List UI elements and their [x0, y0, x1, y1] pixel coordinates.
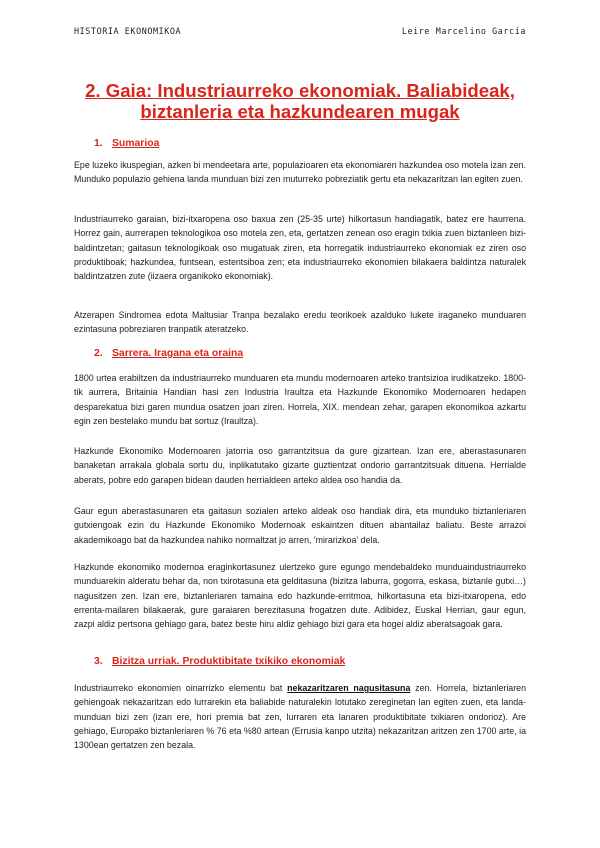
document-title: 2. Gaia: Industriaurreko ekonomiak. Baliabideak, biztanleria eta hazkundearen mugak: [85, 80, 515, 122]
paragraph: [74, 681, 526, 752]
section-heading-2: [94, 348, 243, 359]
section-number: 3.: [94, 656, 103, 667]
paragraph: Hazkunde ekonomiko modernoa eraginkortasunez ulertzeko gure egungo mendebaldeko munduaindustriaurreko munduarekin alderatu behar da, non txirotasuna eta gelditasuna (bizitza laburra, gogorra, eskasa, biztanle gutxi…) nagusitzen zen. Izan ere, biztanleriaren tamaina edo hazkunde-erritmoa, hilkortasuna eta bizi-itxaropena, edo errenta-mailaren bilakaerak, gure garaiaren berezitasuna frogatzen dute. Adibidez, Euskal Herrian, gaur egun, zazpi aldiz pertsona gehiago gara, batez beste hiru aldiz gehiago bizi gara eta hogei aldiz aberatsagoak gara.: [74, 562, 526, 630]
section-number: 2.: [94, 348, 103, 359]
paragraph: Industriaurreko garaian, bizi-itxaropena oso baxua zen (25-35 urte) hilkortasun handiagatik, batez ere haurrena. Horrez gain, aurrerapen teknologikoa oso motela zen, eta, gertatzen zenean oso eragin txikia zuen biztanleen bizi-baldintzetan; gaitasun teknologikoak oso mugatuak ziren, eta horregatik industriaurreko ekonomiak ez ziren oso produktiboak; hazkundea, funtsean, estentsiboa zen; eta industriaurreko ekonomien bilakaera baldintza naturalek baldintzatzen zute (iizaera organikoko ekonomiak).: [74, 214, 526, 282]
header-author: Leire Marcelino García: [401, 26, 526, 36]
header-course: HISTORIA EKONOMIKOA: [74, 26, 182, 36]
emphasized-term: nekazaritzaren nagusitasuna: [287, 683, 411, 693]
section-title: Sarrera. Iragana eta oraina: [112, 348, 244, 359]
section-title: Bizitza urriak. Produktibitate txikiko ekonomiak: [112, 656, 346, 667]
paragraph: Gaur egun aberastasunaren eta gaitasun sozialen arteko aldeak oso handiak dira, eta munduko biztanleriaren gutxiengoak ezin du Hazkunde Ekonomiko Modernoak eskaintzen dituen abantailaz baliatu. Beste arrazoi akademikoago bat da hazkundea nahiko normaltzat jo arren, 'mirarizkoa' dela.: [74, 506, 526, 545]
paragraph-text: Industriaurreko ekonomien oinarrizko elementu bat: [74, 683, 288, 693]
section-heading-1: [94, 138, 159, 149]
page-header: [74, 26, 526, 40]
paragraph: Hazkunde Ekonomiko Modernoaren jatorria oso garrantzitsua da gure gizartean. Izan ere, aberastasunaren banaketan arrakala globala sortu du, inplikatutako gizarte guztientzat ondorio garrantzitsuak dituena. Herrialde aberats, pobre edo garapen bidean dauden herrialdeen arteko aldea oso handia da.: [74, 446, 526, 485]
paragraph: Atzerapen Sindromea edota Maltusiar Tranpa bezalako eredu teorikoek azalduko lukete iraganeko munduaren ezintasuna pobreziaren tranpatik ateratzeko.: [74, 310, 526, 335]
section-heading-3: [94, 656, 345, 667]
paragraph: Epe luzeko ikuspegian, azken bi mendeetara arte, populazioaren eta ekonomiaren hazkundea oso motela izan zen. Munduko populazio gehiena landa munduan bizi zen muturreko pobreziatik gertu eta nekazaritzan lan egiten zuen.: [74, 160, 526, 185]
section-number: 1.: [94, 138, 103, 149]
paragraph-text: zen. Horrela, biztanleriaren gehiengoak nekazaritzan edo lurrarekin eta baliabide naturalekin lotutako zereginetan lan egiten zuen, eta landa-munduan bizi zen (izan ere, hori premia bat zen, lurraren eta lanaren produktibitate txikiaren ondorioz). Are gehiago, Europako biztanleriaren % 76 eta %80 artean (Errusia kanpo utzita) nekazaritzan aritzen zen 1700 arte, ia 1300ean gertatzen zen bezala.: [74, 683, 526, 751]
paragraph: 1800 urtea erabiltzen da industriaurreko munduaren eta mundu modernoaren arteko trantsizioa irudikatzeko. 1800-tik aurrera, Britainia Handian hasi zen Industria Iraultza eta Hazkunde Ekonomiko Modernoaren hedapen desparekatua bizi garen mundua osatzen joan ziren. Horrela, XIX. mendean zehar, garapen ekonomikoa azkartu egin zen bestelako mundu bat sortuz (Iraultza).: [74, 373, 526, 426]
section-title: Sumarioa: [112, 138, 160, 149]
